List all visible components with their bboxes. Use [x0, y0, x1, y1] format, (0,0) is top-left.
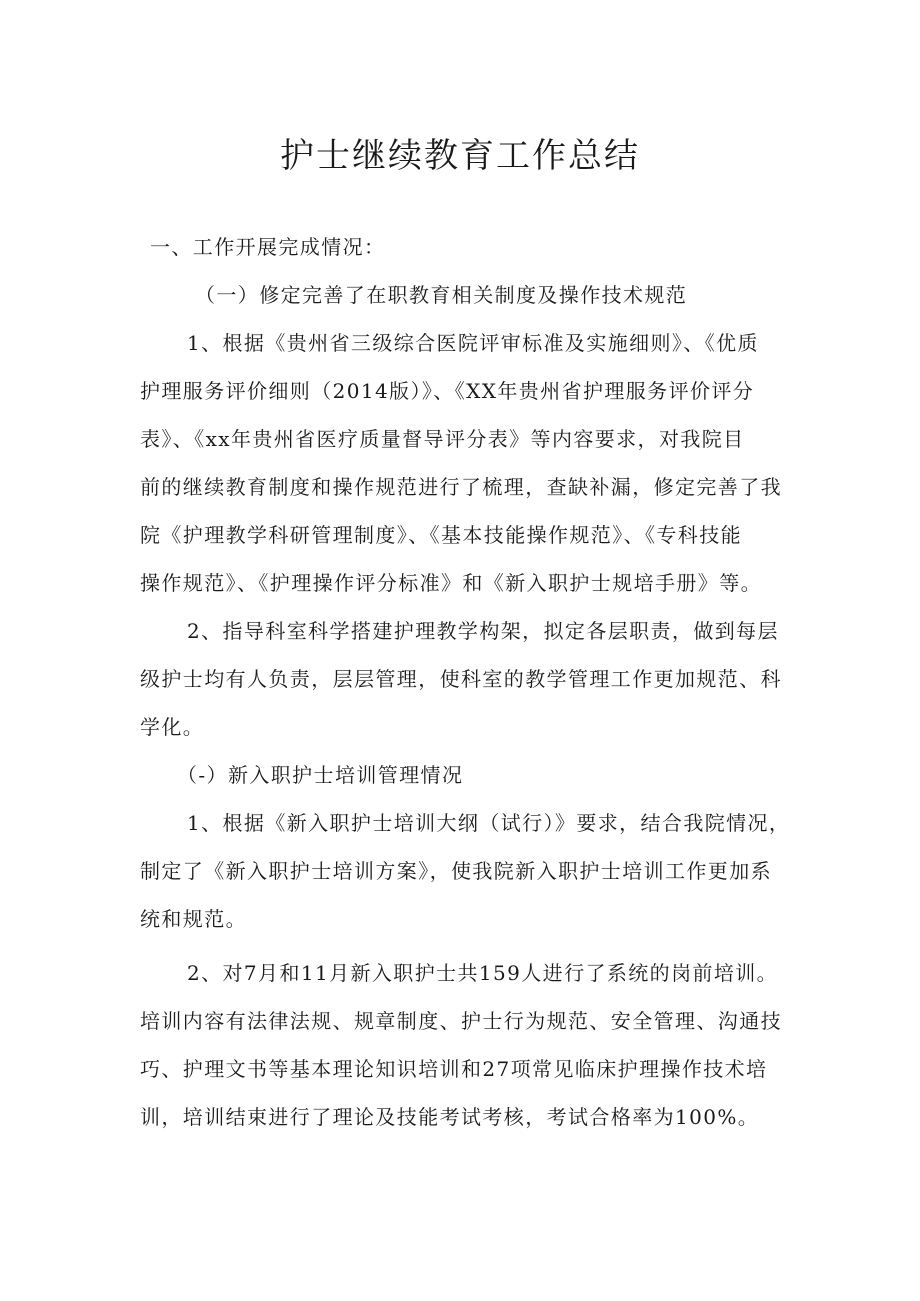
paragraph-line: 培训内容有法律法规、规章制度、护士行为规范、安全管理、沟通技	[140, 1009, 782, 1033]
section-heading: 一、工作开展完成情况：	[150, 235, 386, 259]
subsection-heading: （-）新入职护士培训管理情况	[177, 763, 464, 787]
paragraph-line: 巧、护理文书等基本理论知识培训和27项常见临床护理操作技术培	[140, 1057, 768, 1081]
paragraph-line: 前的继续教育制度和操作规范进行了梳理，查缺补漏，修定完善了我	[140, 475, 782, 499]
paragraph-line: 1、根据《贵州省三级综合医院评审标准及实施细则》、《优质	[187, 331, 759, 355]
paragraph-line: 2、指导科室科学搭建护理教学构架，拟定各层职责，做到每层	[187, 619, 779, 643]
paragraph-line: 2、对7月和11月新入职护士共159人进行了系统的岗前培训。	[187, 961, 779, 985]
paragraph-line: 院《护理教学科研管理制度》、《基本技能操作规范》、《专科技能	[140, 523, 742, 547]
paragraph-line: 训，培训结束进行了理论及技能考试考核，考试合格率为100%。	[140, 1105, 760, 1129]
subsection-heading: （一）修定完善了在职教育相关制度及操作技术规范	[195, 283, 688, 307]
paragraph-line: 学化。	[140, 715, 205, 739]
paragraph-line: 1、根据《新入职护士培训大纲（试行）》要求，结合我院情况，	[187, 811, 791, 835]
paragraph-line: 级护士均有人负责，层层管理，使科室的教学管理工作更加规范、科	[140, 667, 782, 691]
paragraph-line: 制定了《新入职护士培训方案》，使我院新入职护士培训工作更加系	[140, 859, 772, 883]
document-title: 护士继续教育工作总结	[280, 136, 640, 176]
paragraph-line: 表》、《xx年贵州省医疗质量督导评分表》等内容要求，对我院目	[140, 427, 745, 451]
paragraph-line: 操作规范》、《护理操作评分标准》和《新入职护士规培手册》等。	[140, 571, 762, 595]
paragraph-line: 统和规范。	[140, 907, 247, 931]
paragraph-line: 护理服务评价细则（2014版）》、《XX年贵州省护理服务评价评分	[140, 379, 755, 403]
